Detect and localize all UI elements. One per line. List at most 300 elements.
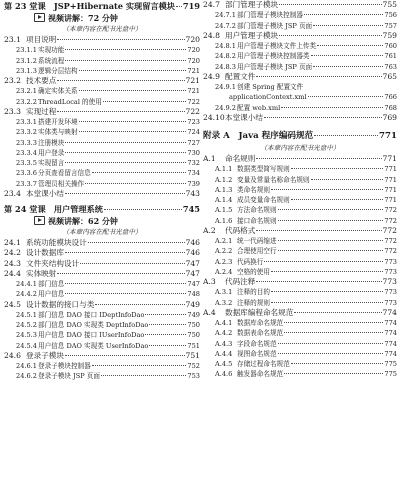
toc-entry-text: 实体类与映射 [38,128,78,137]
toc-entry[interactable] [4,189,200,199]
toc-entry-text: 搭建开发环境 [38,118,78,126]
toc-entry-title [215,339,277,349]
toc-entry-text: 命名规则 [225,154,256,163]
page-number: 732 [187,159,200,167]
page-number: 771 [382,154,397,163]
appendix-a-entries [203,154,397,380]
page-number: 723 [187,118,200,126]
leader-dots [79,121,187,122]
page-number: 772 [382,225,397,235]
toc-entry-title [215,328,283,338]
leader-dots [308,96,384,97]
leader-dots [145,314,186,315]
page-number: 772 [384,247,397,256]
toc-entry-text: 接口命名规则 [237,216,277,225]
toc-entry-text: 类命名规则 [237,185,270,194]
toc-entry-number: 24.5.3 [16,331,37,340]
page-number: 756 [384,11,397,20]
page-number: 773 [384,288,397,297]
toc-entry-text: 配置 web.xml [237,103,281,112]
page-number: 763 [384,62,397,71]
page-number: 773 [384,298,397,307]
page-number: 775 [384,370,397,379]
toc-entry-number: A.1.2 [215,175,233,184]
page-number: 774 [384,339,397,348]
page-number: 774 [384,319,397,327]
toc-entry-number: A.4.2 [215,329,233,338]
toc-entry[interactable] [203,21,397,31]
toc-entry[interactable] [203,349,397,359]
toc-entry-number: 24.8 [203,30,220,40]
toc-entry-text: 数据类型简写规则 [237,165,290,174]
toc-entry[interactable] [4,117,200,127]
page-number: 772 [384,206,397,215]
toc-entry-title [215,185,270,195]
leader-dots [284,332,383,333]
toc-entry[interactable] [203,257,397,267]
leader-dots [57,273,184,274]
toc-entry-title [215,205,277,215]
toc-entry-text: 系统功能模块设计 [26,238,87,247]
leader-dots [92,172,187,173]
toc-entry-text: 部门管理子模块 [225,0,279,9]
page-number: 746 [185,248,200,258]
toc-entry-number: 23.3.5 [16,159,37,167]
leader-dots [149,324,186,325]
toc-entry-title [215,236,277,246]
page-number: 771 [384,185,397,194]
toc-entry[interactable] [4,371,200,381]
toc-entry-text: 设计数据库 [26,248,64,258]
toc-entry[interactable] [4,248,200,258]
toc-entry-title [203,154,255,164]
toc-entry-text: 合理使用空行 [237,247,277,256]
toc-entry-text: 本堂课小结 [225,112,263,122]
leader-dots [57,80,184,81]
toc-entry-number: 23.3.3 [16,138,37,147]
page-number: 720 [187,56,200,65]
leader-dots [65,49,186,50]
leader-dots [95,304,184,305]
toc-entry-number: 23.3.7 [16,179,37,188]
toc-entry[interactable] [4,310,200,320]
toc-entry[interactable] [203,62,397,72]
toc-entry-title [4,238,87,248]
toc-entry[interactable] [4,179,200,189]
video-icon [34,216,45,225]
toc-entry[interactable] [203,103,397,113]
toc-entry[interactable] [4,269,200,279]
toc-entry[interactable] [203,308,397,318]
page-number: 755 [382,0,397,9]
toc-entry[interactable] [4,86,200,96]
toc-entry-number: 23.1.1 [16,46,37,55]
toc-entry-text: 部门信息 DAO 实现类 DeptInfoDao [38,321,149,329]
toc-entry-title [215,51,310,61]
toc-entry[interactable] [203,318,397,328]
leader-dots [104,209,182,210]
page-number: 760 [384,42,397,50]
toc-entry-text: 登录子模块 JSP 页面 [38,372,100,381]
page-number: 752 [187,362,200,370]
toc-entry-number: 24.10 [203,112,225,122]
toc-entry-text: 代码换行 [237,257,264,266]
toc-entry-number: A.4.5 [215,360,233,368]
toc-entry-text: 部门管理子模块控制器 [237,11,303,20]
leader-dots [278,240,384,241]
page-number: 775 [384,360,397,368]
toc-entry-text: 用户管理子模块控制器类 [237,52,310,61]
toc-entry-number: 24.8.2 [215,52,236,61]
toc-entry-text: 统一代码缩进 [237,237,277,245]
toc-entry[interactable] [4,361,200,371]
toc-entry[interactable] [203,277,397,287]
toc-entry-number: 24.4.2 [16,290,37,299]
toc-entry-title [16,117,78,127]
page-number: 773 [384,267,397,276]
toc-entry-title [16,371,100,381]
chapter-23-entries [4,35,200,199]
leader-dots [65,252,185,253]
toc-entry-title [215,257,263,267]
leader-dots [65,142,186,143]
toc-entry[interactable] [4,127,200,137]
toc-entry[interactable] [203,369,397,379]
toc-entry-number: A.4 [203,307,216,317]
toc-entry[interactable] [203,195,397,205]
chapter-24-continued-entries [203,0,397,123]
toc-entry-number: A.2.4 [215,267,233,276]
page-number: 774 [384,329,397,338]
toc-entry[interactable] [4,330,200,340]
toc-entry-number: 24.1 [4,238,21,247]
toc-entry-text: 注释的目的 [237,288,270,297]
leader-dots [271,189,383,190]
leader-dots [256,76,381,77]
toc-entry[interactable] [4,97,200,107]
toc-entry[interactable] [203,328,397,338]
toc-entry-title [203,226,255,236]
page-number: 746 [185,238,200,247]
toc-entry-title [4,300,94,310]
toc-entry[interactable] [4,158,200,168]
toc-entry-title [203,31,278,41]
toc-left-column [4,0,200,382]
toc-right-column [203,0,397,380]
leader-dots [278,220,384,221]
toc-entry[interactable] [203,185,397,195]
toc-entry[interactable] [4,238,200,248]
toc-entry[interactable] [4,76,200,86]
disc-note-23: （本章内容在配书光盘中） [62,25,142,33]
toc-entry[interactable] [203,113,397,123]
toc-entry-number: 23.3.4 [16,148,37,157]
toc-entry[interactable] [203,216,397,226]
toc-entry-number: A.2.1 [215,237,233,245]
page-number: 772 [384,216,397,225]
leader-dots [279,35,381,36]
leader-dots [65,152,186,153]
toc-entry-text: 确定实体关系 [38,87,78,96]
toc-entry-number: 24.6.2 [16,372,37,381]
toc-entry-title [215,287,270,297]
toc-entry-number: A.3.1 [215,288,233,297]
leader-dots [264,117,382,118]
leader-dots [311,179,384,180]
toc-entry-number: 23.3.1 [16,118,37,126]
page-number: 774 [384,349,397,358]
toc-entry-number: 23.1 [4,35,21,44]
toc-entry-text: 数据表命名规范 [237,329,284,338]
toc-entry-title [4,35,56,45]
leader-dots [279,4,381,5]
toc-entry-number: 24.7.2 [215,21,236,30]
page-number: 749 [185,299,200,309]
toc-entry[interactable] [203,236,397,246]
toc-entry-number: 24.4 [4,268,21,278]
toc-entry-number: 24.5 [4,299,21,309]
toc-entry[interactable] [4,45,200,55]
toc-entry-number: A.3 [203,277,216,286]
leader-dots [65,60,186,61]
page-number: 765 [382,71,397,81]
toc-entry-text: 方法命名规则 [237,206,277,215]
toc-entry-number: 24.5.2 [16,321,37,329]
toc-entry-number: 23.3.6 [16,169,37,178]
toc-entry-title [16,310,144,320]
toc-entry-title [16,361,91,371]
page-number: 769 [382,112,397,122]
toc-entry-number: A.3.2 [215,298,233,307]
toc-entry[interactable] [4,351,200,361]
toc-entry-title [215,164,290,174]
toc-entry[interactable] [4,35,200,45]
page-number: 743 [185,188,200,198]
toc-entry-text: 分页查看留言信息 [38,169,91,178]
leader-dots [264,261,383,262]
video-icon [34,13,45,22]
toc-entry-text: 实体映射 [26,268,57,278]
toc-entry-title [16,56,64,66]
video-label: 视频讲解：62 分钟 [48,216,118,226]
page-number: 771 [384,196,397,204]
chapter-24-heading[interactable] [4,203,200,215]
toc-entry-title [203,113,263,123]
leader-dots [278,353,384,354]
toc-entry-title [215,318,283,328]
toc-entry-title [16,66,78,76]
toc-entry-number: A.4.3 [215,339,233,348]
leader-dots [176,6,182,7]
toc-entry-title [215,349,277,359]
toc-entry-title [203,277,255,287]
page-number: 739 [187,179,200,188]
toc-entry[interactable] [4,66,200,76]
toc-entry-number: 23.2.2 [16,97,37,106]
toc-entry[interactable] [4,320,200,330]
toc-entry-text: 空格的使用 [237,267,270,276]
toc-entry-number: 24.7 [203,0,220,9]
page-number: 771 [384,165,397,174]
leader-dots [311,55,384,56]
page-number: 748 [187,290,200,299]
toc-entry[interactable] [203,287,397,297]
toc-entry-title [16,138,64,148]
toc-entry[interactable] [203,0,397,10]
toc-entry-text: 部门信息 [38,280,65,288]
leader-dots [57,39,184,40]
page-number: 774 [382,307,397,317]
toc-entry-text: 用户信息 DAO 实现类 UserInfoDao [38,341,149,350]
leader-dots [79,70,187,71]
toc-entry[interactable] [4,289,200,299]
toc-entry[interactable] [203,154,397,164]
toc-entry-text: 视图命名规范 [237,349,277,358]
page-number: 734 [187,169,200,178]
leader-dots [65,355,185,356]
leader-dots [294,312,381,313]
toc-entry-text: 字段命名规范 [237,339,277,348]
toc-entry-text: 登录子模块 [26,350,64,360]
toc-entry[interactable] [203,72,397,82]
toc-entry-title [16,179,84,189]
toc-entry-text: 设计数据的接口与类 [26,299,95,309]
toc-entry-text: 用户信息 [38,290,65,299]
toc-entry-title [4,107,56,117]
toc-entry-title [215,216,277,226]
toc-entry-text: 注册模块 [38,138,65,147]
toc-entry-title [16,341,148,351]
page-number: 722 [187,97,200,106]
appendix-a-heading[interactable] [203,130,397,143]
toc-entry[interactable] [4,138,200,148]
leader-dots [278,209,384,210]
toc-entry-text: 系统流程 [38,56,65,65]
page-number: 747 [185,258,200,268]
page-number: 749 [187,310,200,319]
toc-entry[interactable] [4,107,200,117]
toc-entry[interactable] [4,56,200,66]
leader-dots [291,199,384,200]
toc-entry-number: 23.2.1 [16,87,37,96]
toc-entry-number: 24.5.1 [16,310,37,319]
toc-entry-text: 本堂课小结 [26,188,64,198]
toc-entry-text: 注释的规则 [237,298,270,307]
page-number: 720 [185,35,200,44]
toc-entry-title [215,359,290,369]
page-number: 747 [185,268,200,278]
toc-entry-title [215,369,283,379]
video-duration-23 [4,12,200,24]
toc-entry-number: 24.9 [203,71,220,81]
toc-entry[interactable] [4,148,200,158]
toc-entry[interactable] [203,82,397,92]
toc-entry-number: 24.2 [4,248,21,258]
page-number: 751 [185,350,200,360]
toc-entry-title [16,45,64,55]
leader-dots [281,107,383,108]
toc-entry-number: A.1 [203,154,216,163]
page-number: 771 [384,175,397,184]
toc-entry[interactable] [203,164,397,174]
leader-dots [304,14,383,15]
toc-entry[interactable] [203,10,397,20]
toc-entry-title [16,289,64,299]
toc-entry[interactable] [203,339,397,349]
leader-dots [278,343,384,344]
page-number: 761 [384,52,397,61]
page-number: 750 [187,321,200,329]
toc-entry[interactable] [203,246,397,256]
toc-entry[interactable] [4,279,200,289]
toc-entry-title [229,92,307,102]
toc-entry[interactable] [203,298,397,308]
chapter-title: 第 24 堂课 用户管理系统 [4,204,103,214]
toc-entry[interactable] [4,341,200,351]
toc-entry-title [4,259,79,269]
toc-entry[interactable] [4,168,200,178]
toc-entry[interactable] [203,226,397,236]
page-number: 721 [187,66,200,75]
toc-entry-text: 成员变量命名规则 [237,196,290,204]
leader-dots [256,281,381,282]
toc-entry-text: 配置文件 [225,71,256,81]
toc-entry-text: 数据库命名规范 [237,319,284,327]
toc-entry-title [16,97,102,107]
toc-entry-title [16,168,91,178]
chapter-23-heading[interactable] [4,0,200,12]
toc-entry[interactable] [203,359,397,369]
leader-dots [88,242,185,243]
leader-dots [313,66,383,67]
toc-entry-text: 文件夹结构设计 [26,258,80,268]
toc-entry-title [203,0,278,10]
toc-entry[interactable] [203,31,397,41]
page-number: 745 [182,204,200,214]
toc-entry[interactable] [4,300,200,310]
toc-entry-number: A.1.5 [215,206,233,215]
leader-dots [65,193,185,194]
toc-entry-number: A.4.6 [215,370,233,379]
leader-dots [57,111,184,112]
toc-entry-title [203,72,255,82]
toc-entry-title [215,175,310,185]
toc-entry-text: 登录子模块控制器 [38,362,91,370]
toc-entry[interactable] [203,41,397,51]
toc-entry[interactable] [203,51,397,61]
page-number: 753 [187,372,200,381]
toc-entry-text: ThreadLocal 的使用 [38,97,102,106]
toc-entry-number: A.2.2 [215,247,233,256]
page-number: 773 [382,277,397,286]
toc-entry-title [215,41,316,51]
toc-entry[interactable] [4,259,200,269]
toc-entry-text: 用户管理子模块 [225,30,279,40]
leader-dots [256,158,381,159]
toc-entry[interactable] [203,175,397,185]
toc-entry-number: A.1.4 [215,196,233,204]
toc-entry-title [16,279,64,289]
toc-entry-title [4,189,64,199]
leader-dots [103,101,187,102]
toc-entry[interactable] [203,205,397,215]
toc-entry-number: A.1.1 [215,165,233,174]
toc-entry[interactable] [203,92,397,102]
leader-dots [317,45,383,46]
page-number: 773 [384,257,397,266]
leader-dots [291,168,384,169]
toc-entry[interactable] [203,267,397,277]
